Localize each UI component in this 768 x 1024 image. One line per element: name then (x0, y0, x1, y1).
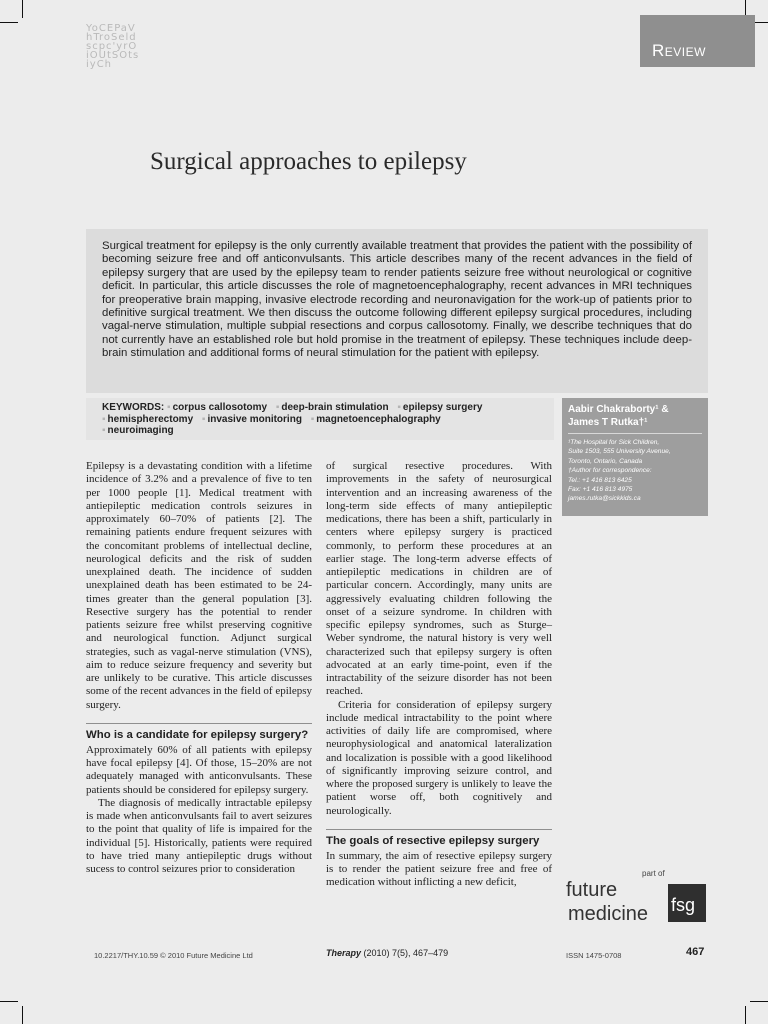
footer-doi: 10.2217/THY.10.59 © 2010 Future Medicine Ltd (94, 951, 253, 960)
footer-volume: (2010) 7(5), 467–479 (363, 948, 449, 958)
affiliation-line: Fax: +1 416 813 4975 (568, 486, 633, 494)
abstract: Surgical treatment for epilepsy is the only currently available treatment that provides the patient with the possibility of becoming seizure free and off anticonvulsants. This article describes many of the recent advances in the field of epilepsy surgery that are used by the epilepsy team to render patients seizure free without neurological or cognitive deficit. In particular, this article discusses the role of magnetoencephalography, recent advances in MRI techniques for preoperative brain mapping, invasive electrode recording and neuronavigation for the work-up of patients prior to definitive surgical treatment. We then discuss the outcome following different epilepsy surgical procedures, including vagal-nerve stimulation, multiple subpial resections and corpus callosotomy. Finally, we describe techniques that do not currently have an established role but hold promise in the treatment of epilepsy. These techniques include deep-brain stimulation and additional forms of neural stimulation for the patient with epilepsy. (86, 229, 708, 393)
page-number: 467 (686, 946, 705, 958)
affiliation-line: Tel.: +1 416 813 6425 (568, 476, 632, 484)
author-box (562, 398, 708, 516)
author-names: Aabir Chakraborty¹ & James T Rutka†¹ (568, 403, 702, 434)
body-paragraph: Criteria for consideration of epilepsy surgery include medical intractability to the point where activities of daily life are compromised, where neurophysiological and anatomical lateralization and localization is possible with a good likelihood of significantly improving seizure control, and where the proposed surgery is unlikely to leave the patient worse off, both cognitively and neurologically. (326, 698, 552, 817)
body-paragraph: The diagnosis of medically intractable epilepsy is made when anticonvulsants fail to avert seizures to the point that quality of life is impaired for the individual [5]. Historically, patients were required to have tried many antiepileptic drugs without sucess to control seizures prior to consideration (86, 796, 312, 875)
body-column-2 (326, 460, 552, 890)
section-label: Review (640, 15, 755, 67)
affiliation-line: †Author for correspondence: (568, 467, 652, 475)
keyword: ▪ hemispherectomy (102, 414, 193, 425)
footer-citation (326, 948, 448, 958)
keyword: ▪ neuroimaging (102, 425, 174, 436)
affiliation-line: Suite 1503, 555 University Avenue, (568, 448, 671, 456)
body-paragraph: of surgical resective procedures. With improvements in the safety of neurosurgical intervention and an increasing awareness of the long-term side effects of many antiepileptic medications, there has been a shift, particularly in centers where epilepsy surgery is practiced commonly, to perform these procedures at an earlier stage. The long-term adverse effects of antiepileptic medications in children are of particular concern. Accordingly, many units are aggressively evaluating children following the onset of a seizure syndrome. In children with specific epilepsy syndromes, such as Sturge–Weber syndrome, the natural history is very well characterized such that epilepsy surgery is often advocated at an early time-point, even if the intractability of the seizure disorder has not been reached. (326, 460, 552, 698)
affiliation-line: ¹The Hospital for Sick Children, (568, 439, 660, 446)
crop-mark-top-left-h (0, 22, 18, 23)
logo-word-future: future (566, 879, 618, 901)
affiliation-line: Toronto, Ontario, Canada (568, 457, 643, 465)
crop-mark-top-left-v (22, 0, 23, 18)
logo-fsg: fsg (671, 895, 696, 915)
body-paragraph: Epilepsy is a devastating condition with a lifetime incidence of 3.2% and a prevalence of five to ten per 1000 people [1]. Medical treatment with antiepileptic medication controls seizures in approximately 60–70% of patients [2]. The remaining patients endure frequent seizures with the concomitant problems of intellectual decline, neurological deficits and the risk of sudden unexplained death. The incidence of sudden unexplained death has been estimated to be 24-times greater than the general population [3]. Resective surgery has the potential to render patients seizure free whilst preserving cognitive and neurological function. Adjunct surgical strategies, such as vagal-nerve stimulation (VNS), aim to reduce seizure frequency and severity but are unlikely to be curative. This article discusses some of the recent advances in the field of epilepsy surgery. (86, 460, 312, 711)
keywords-label: KEYWORDS: (102, 402, 165, 413)
footer-issn: ISSN 1475-0708 (566, 951, 622, 960)
keyword: ▪ invasive monitoring (202, 414, 302, 425)
keyword: ▪ deep-brain stimulation (276, 402, 389, 413)
future-medicine-logo (558, 862, 708, 932)
keyword: ▪ epilepsy surgery (397, 402, 482, 413)
crop-mark-bottom-left-v (22, 1006, 23, 1024)
crop-mark-bottom-left-h (0, 1001, 18, 1002)
logo-word-medicine: medicine (568, 903, 649, 925)
keyword: ▪ magnetoencephalography (311, 414, 441, 425)
keyword: ▪ corpus callosotomy (167, 402, 267, 413)
section-heading: Who is a candidate for epilepsy surgery? (86, 723, 312, 742)
body-paragraph: Approximately 60% of all patients with epilepsy have focal epilepsy [4]. Of those, 15–20% are not adequately managed with anticonvulsants. These patients should be considered for epilepsy surgery. (86, 743, 312, 796)
decorative-letter-pattern: YoCEPaVhTroSeldscpc'yrOiOUtSOtsiyCh (86, 24, 140, 70)
affiliation-email[interactable]: james.rutka@sickkids.ca (568, 495, 641, 503)
crop-mark-bottom-right-v (745, 1006, 746, 1024)
logo-part-of: part of (642, 869, 665, 878)
footer-journal-name: Therapy (326, 948, 362, 958)
body-paragraph: In summary, the aim of resective epilepsy surgery is to render the patient seizure free and free of medication without inflicting a new deficit, (326, 849, 552, 889)
crop-mark-bottom-right-h (750, 1001, 768, 1002)
keywords-box (86, 398, 554, 440)
article-title: Surgical approaches to epilepsy (150, 148, 467, 175)
body-column-1 (86, 460, 312, 876)
section-heading: The goals of resective epilepsy surgery (326, 829, 552, 848)
author-affiliation (568, 438, 702, 504)
